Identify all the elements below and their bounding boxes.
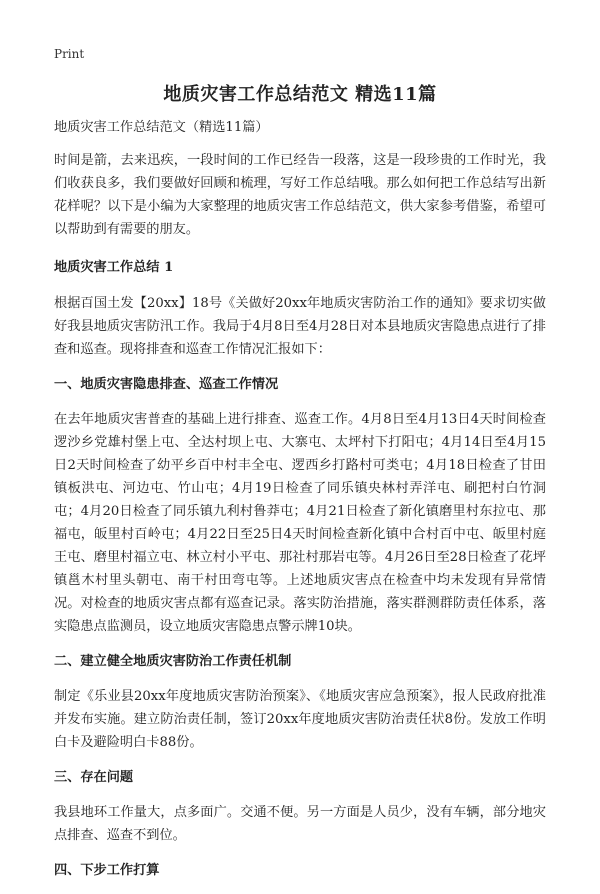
intro-paragraph: 时间是箭，去来迅疾，一段时间的工作已经告一段落，这是一段珍贵的工作时光，我们收获良多，我们要做好回顾和梳理，写好工作总结哦。那么如何把工作总结写出新花样呢？以下是小编为大家整理的地质灾害工作总结范文，供大家参考借鉴，希望可以帮助到有需要的朋友。 (54, 153, 546, 237)
print-label[interactable]: Print (54, 47, 85, 61)
section-paragraph: 根据百国土发【20xx】18号《关做好20xx年地质灾害防治工作的通知》要求切实做好我县地质灾害防汛工作。我局于4月8日至4月28日对本县地质灾害隐患点进行了排查和巡查。现将排查和巡查工作情况汇报如下： (54, 296, 546, 357)
part1-heading: 一、地质灾害隐患排查、巡查工作情况 (54, 377, 279, 392)
section-heading: 地质灾害工作总结 1 (54, 260, 174, 275)
document-body (54, 116, 546, 894)
part2-paragraph: 制定《乐业县20xx年度地质灾害防治预案》、《地质灾害应急预案》，报人民政府批准并发布实施。建立防治责任制，签订20xx年度地质灾害防治责任状8份。发放工作明白卡及避险明白卡88份。 (54, 689, 546, 750)
document-subtitle: 地质灾害工作总结范文（精选11篇） (54, 120, 269, 135)
part3-paragraph: 我县地环工作量大，点多面广。交通不便。另一方面是人员少，没有车辆，部分地灾点排查、巡查不到位。 (54, 805, 546, 843)
part2-heading: 二、建立健全地质灾害防治工作责任机制 (54, 654, 292, 669)
page-title: 地质灾害工作总结范文 精选11篇 (163, 84, 437, 105)
part1-paragraph: 在去年地质灾害普查的基础上进行排查、巡查工作。4月8日至4月13日4天时间检查逻沙乡党雄村堡上屯、全达村坝上屯、大寨屯、太坪村下打阳屯；4月14日至4月15日2天时间检查了幼平乡百中村丰全屯、逻西乡打路村可类屯；4月18日检查了甘田镇板洪屯、河边屯、竹山屯；4月19日检查了同乐镇央林村弄洋屯、刷把村白竹洞屯；4月20日检查了同乐镇九利村鲁莽屯；4月21日检查了新化镇磨里村东拉屯、那福屯，皈里村百岭屯；4月22日至25日4天时间检查新化镇中合村百中屯、皈里村庭王屯、磨里村福立屯、林立村小平屯、那社村那岩屯等。4月26日至28日检查了花坪镇邕木村里头朝屯、南干村田弯屯等。上述地质灾害点在检查中均未发现有异常情况。对检查的地质灾害点都有巡查记录。落实防治措施，落实群测群防责任体系，落实隐患点监测员，设立地质灾害隐患点警示牌10块。 (54, 412, 546, 634)
part3-heading: 三、存在问题 (54, 770, 134, 785)
part4-heading: 四、下步工作打算 (54, 863, 160, 878)
